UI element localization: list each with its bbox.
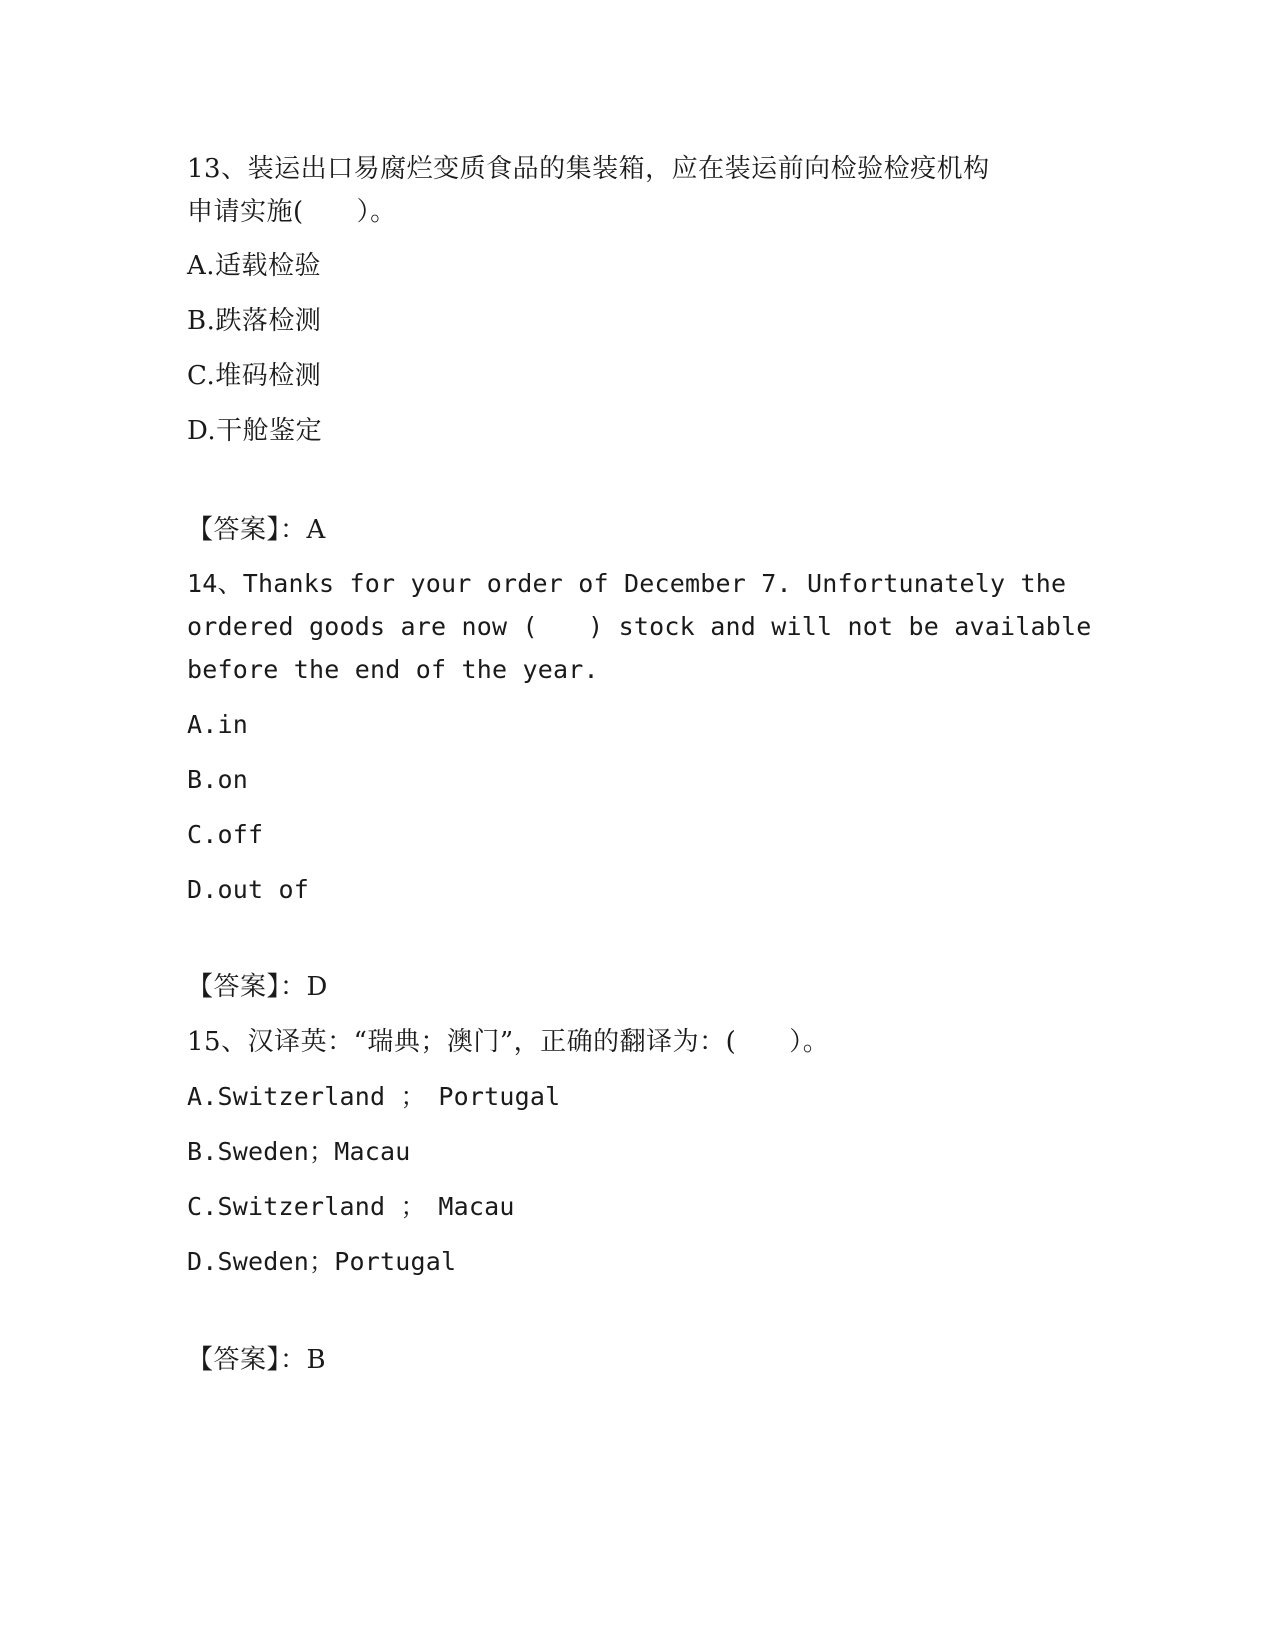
question-13-option-b: B.跌落检测 bbox=[187, 306, 322, 336]
question-13-option-c: C.堆码检测 bbox=[187, 361, 322, 391]
question-13-stem-line-1: 13、装运出口易腐烂变质食品的集装箱，应在装运前向检验检疫机构 bbox=[187, 154, 990, 184]
question-14-option-c: C.off bbox=[187, 820, 264, 849]
question-15-answer: 【答案】：B bbox=[187, 1345, 327, 1375]
question-15-stem-line-1: 15、汉译英：“瑞典；澳门”，正确的翻译为：( ）。 bbox=[187, 1027, 830, 1057]
question-14-option-b: B.on bbox=[187, 765, 249, 794]
question-14-option-a: A.in bbox=[187, 710, 249, 739]
question-14-option-d: D.out of bbox=[187, 875, 310, 904]
question-14-answer: 【答案】：D bbox=[187, 972, 328, 1002]
question-15-option-c: C.Switzerland ； Macau bbox=[187, 1192, 515, 1221]
question-15-option-a: A.Switzerland ； Portugal bbox=[187, 1082, 561, 1111]
question-13-stem-line-2: 申请实施( ）。 bbox=[187, 197, 397, 227]
question-14-stem-line-2: ordered goods are now ( ) stock and will not be available bbox=[187, 612, 1092, 641]
question-13-answer: 【答案】：A bbox=[187, 515, 326, 545]
question-15-option-d: D.Sweden；Portugal bbox=[187, 1247, 457, 1276]
question-13-option-a: A.适载检验 bbox=[187, 251, 322, 281]
question-15-option-b: B.Sweden；Macau bbox=[187, 1137, 411, 1166]
question-14-stem-line-1: 14、Thanks for your order of December 7. Unfortunately the bbox=[187, 569, 1067, 598]
question-13-option-d: D.干舱鉴定 bbox=[187, 416, 323, 446]
question-14-stem-line-3: before the end of the year. bbox=[187, 655, 599, 684]
